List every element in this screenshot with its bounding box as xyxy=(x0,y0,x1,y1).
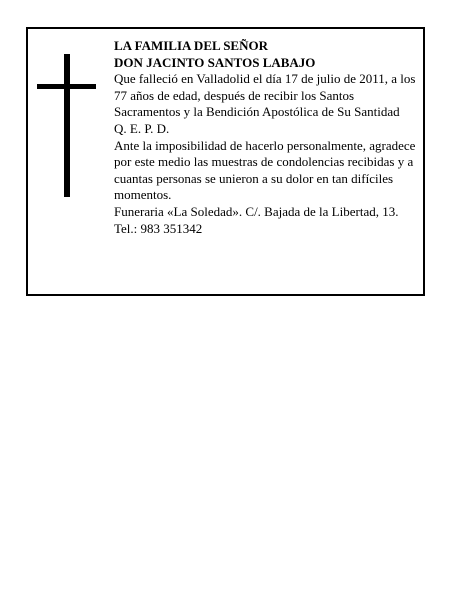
death-announcement: Que falleció en Valladolid el día 17 de julio de 2011, a los 77 años de edad, después de recibir los Santos Sacramentos y la Bendición Apostólica de Su Santidad xyxy=(114,71,416,120)
heading-deceased-name: DON JACINTO SANTOS LABAJO xyxy=(114,54,316,70)
qepd: Q. E. P. D. xyxy=(114,120,170,136)
notice-text xyxy=(114,38,420,237)
funeral-home-phone: Tel.: 983 351342 xyxy=(114,220,203,236)
heading-family: LA FAMILIA DEL SEÑOR xyxy=(114,38,268,53)
funeral-home-address: Funeraria «La Soledad». C/. Bajada de la Libertad, 13. xyxy=(114,203,399,219)
cross-vertical-bar xyxy=(64,54,70,197)
thanks-message: Ante la imposibilidad de hacerlo personalmente, agradece por este medio las muestras de condolencias recibidas y a cuantas personas se unieron a su dolor en tan difíciles momentos. xyxy=(114,137,416,203)
cross-horizontal-bar xyxy=(37,84,96,89)
